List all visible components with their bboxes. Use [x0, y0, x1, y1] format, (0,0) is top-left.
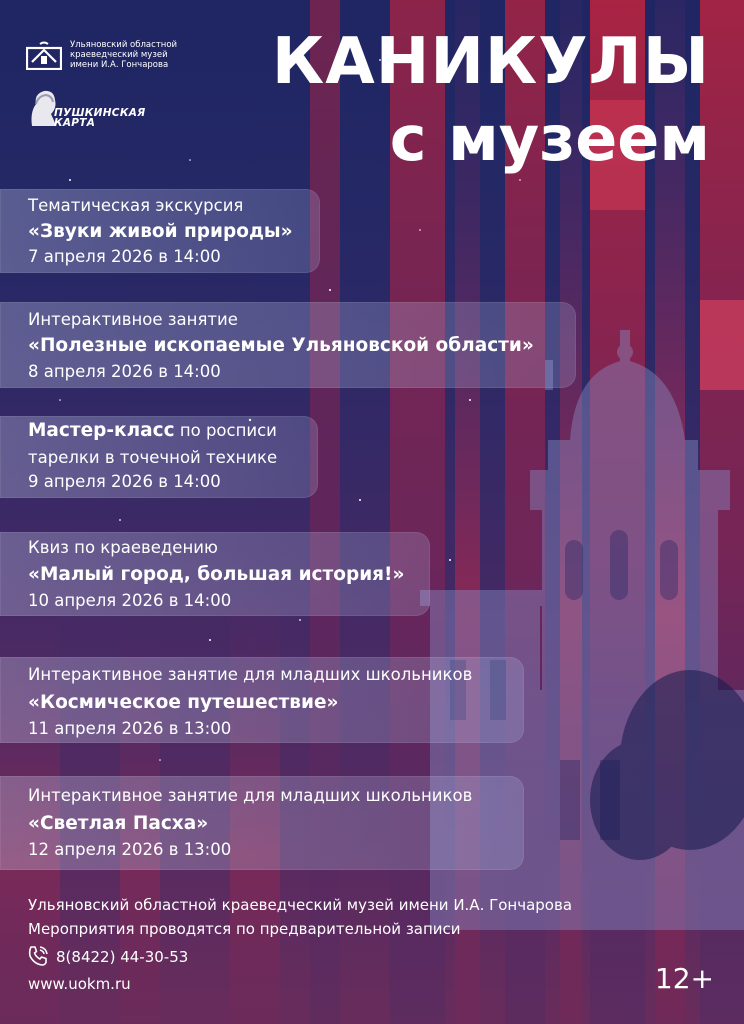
event-card-4[interactable] — [0, 532, 430, 616]
event-date: 8 апреля 2026 в 14:00 — [28, 362, 221, 381]
event-title: «Светлая Пасха» — [28, 813, 209, 834]
event-title: тарелки в точечной технике — [28, 448, 278, 467]
event-title: «Малый город, большая история!» — [28, 564, 405, 585]
event-type-bold: Мастер-класс — [28, 420, 175, 441]
event-title: «Космическое путешествие» — [28, 692, 339, 713]
event-card-3[interactable] — [0, 416, 318, 498]
museum-logo-icon — [26, 40, 62, 70]
museum-logo-line1: Ульяновский областной — [70, 40, 178, 50]
event-type — [28, 420, 277, 441]
footer-note: Мероприятия проводятся по предварительной записи — [28, 920, 461, 938]
pushkin-card-text — [54, 108, 146, 128]
event-date: 10 апреля 2026 в 14:00 — [28, 591, 232, 610]
footer-website[interactable]: www.uokm.ru — [28, 975, 131, 993]
event-type: Интерактивное занятие — [28, 310, 238, 329]
event-date: 11 апреля 2026 в 13:00 — [28, 719, 232, 738]
museum-logo[interactable] — [26, 40, 180, 70]
event-type: Интерактивное занятие для младших школьников — [28, 786, 473, 805]
event-type-rest: по росписи — [174, 421, 277, 440]
event-date: 12 апреля 2026 в 13:00 — [28, 840, 232, 859]
event-type: Тематическая экскурсия — [28, 196, 244, 215]
museum-logo-line3: имени И.А. Гончарова — [70, 60, 169, 70]
title-line1: КАНИКУЛЫ — [271, 25, 710, 99]
event-date: 9 апреля 2026 в 14:00 — [28, 472, 221, 491]
footer-museum-name: Ульяновский областной краеведческий музей имени И.А. Гончарова — [28, 896, 573, 914]
event-title: «Полезные ископаемые Ульяновской области» — [28, 335, 534, 356]
page-title — [271, 25, 710, 175]
event-card-1[interactable] — [0, 189, 320, 273]
event-date: 7 апреля 2026 в 14:00 — [28, 247, 221, 266]
pushkin-card-line1: ПУШКИНСКАЯ — [54, 107, 146, 119]
age-rating-badge: 12+ — [654, 962, 714, 995]
event-type: Квиз по краеведению — [28, 538, 218, 557]
event-card-6[interactable] — [0, 776, 524, 870]
event-card-2[interactable] — [0, 302, 576, 388]
footer-phone[interactable]: 8(8422) 44-30-53 — [56, 948, 189, 966]
museum-logo-line2: краеведческий музей — [70, 50, 168, 60]
museum-logo-text — [70, 40, 180, 70]
pushkin-card-logo[interactable] — [24, 86, 174, 130]
event-card-5[interactable] — [0, 657, 524, 743]
event-type: Интерактивное занятие для младших школьников — [28, 665, 473, 684]
title-line2: с музеем — [389, 102, 710, 175]
event-title: «Звуки живой природы» — [28, 221, 293, 242]
phone-icon — [26, 944, 50, 968]
pushkin-card-line2: КАРТА — [54, 117, 96, 129]
